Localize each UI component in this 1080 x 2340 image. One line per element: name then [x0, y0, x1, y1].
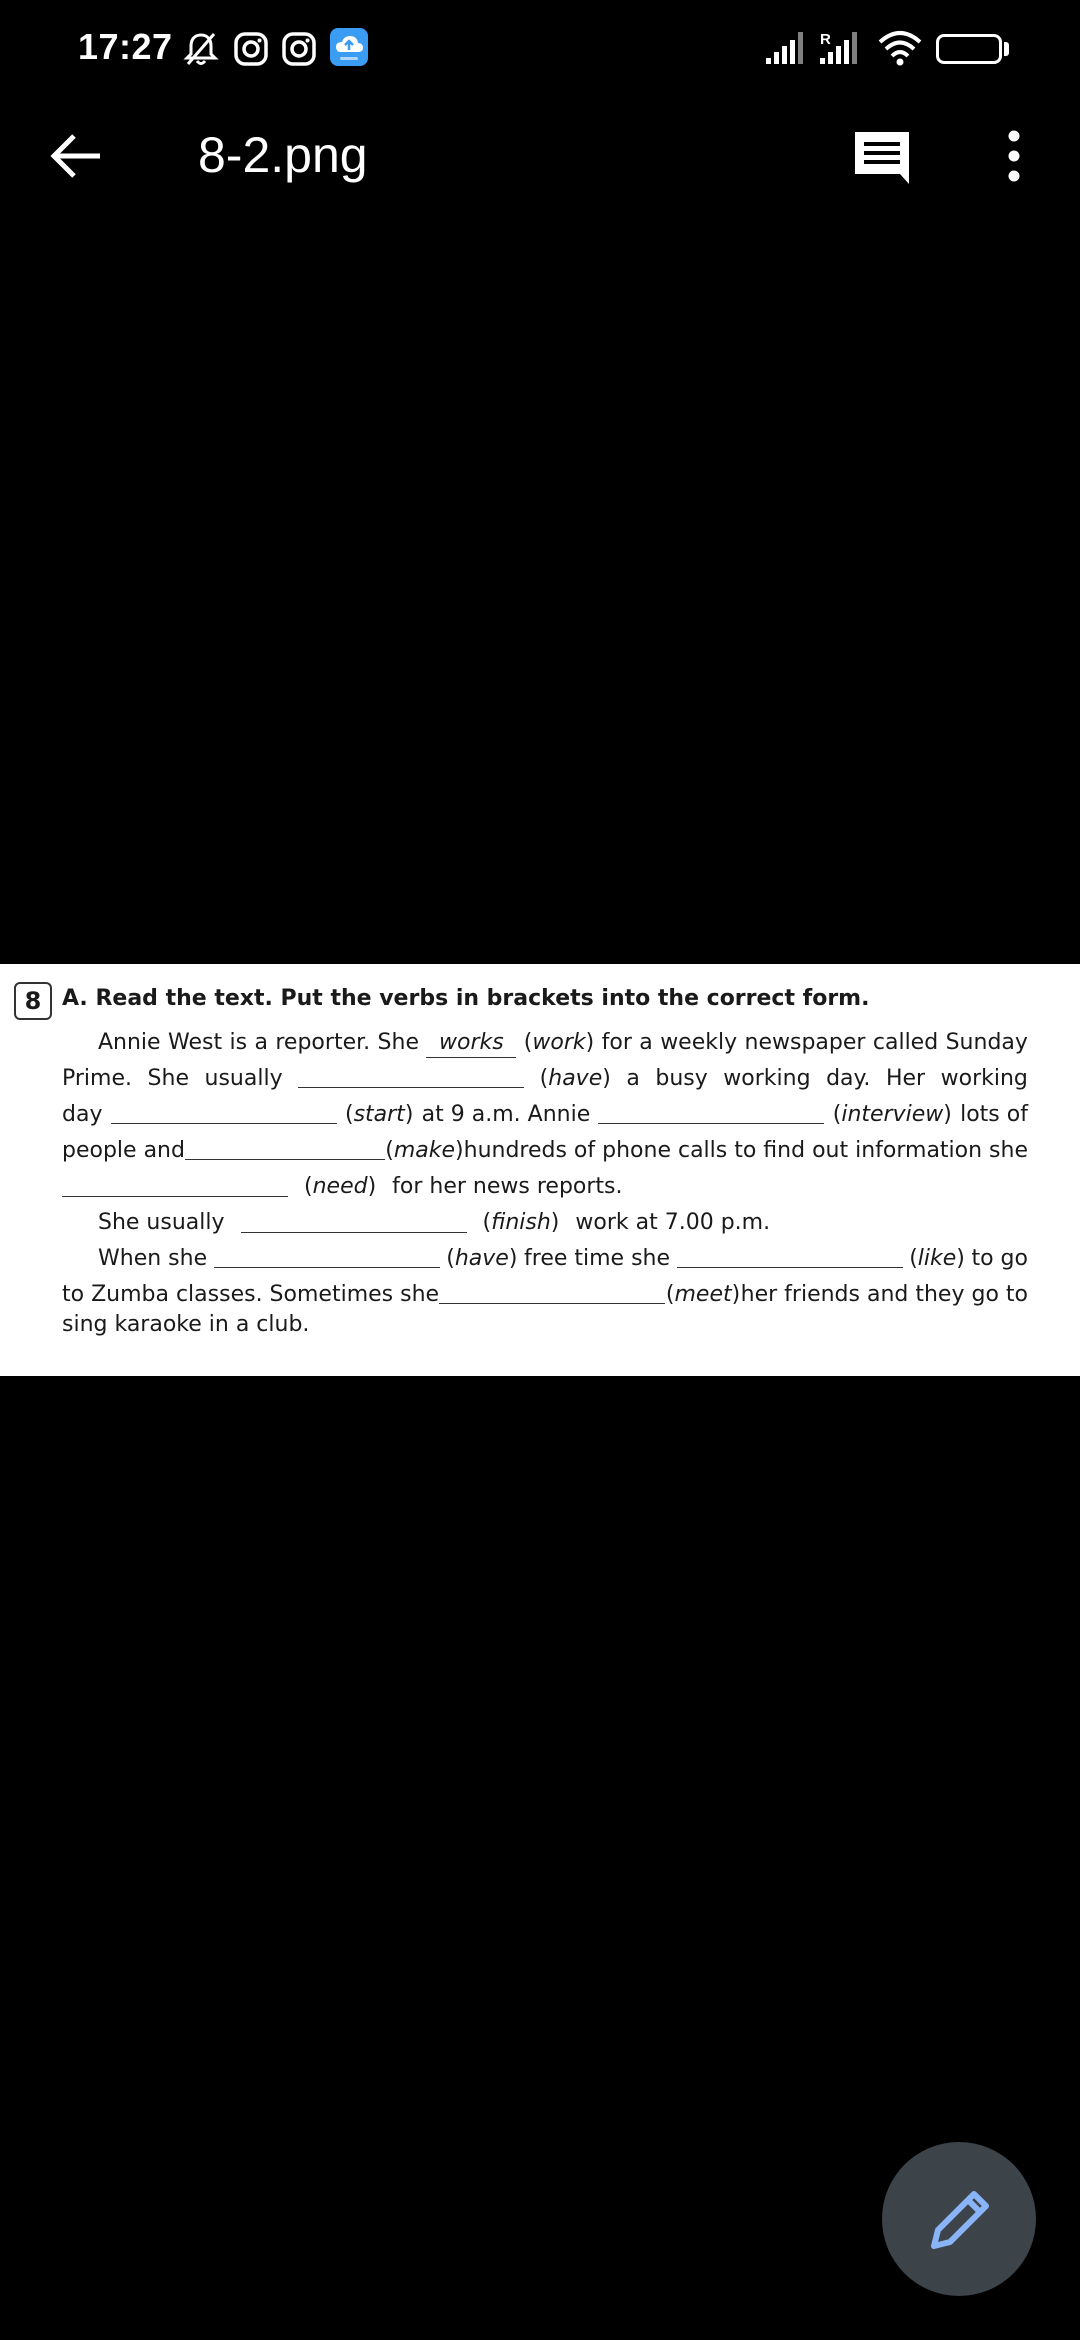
signal-icon	[764, 30, 808, 66]
text-line-5	[62, 1172, 1028, 1202]
verb-hint: (make)	[385, 1138, 464, 1163]
text-word: people and	[62, 1138, 185, 1163]
battery-nub	[1004, 42, 1009, 56]
pencil-icon	[882, 2142, 1036, 2296]
text-word: reporter.	[275, 1030, 371, 1055]
text-line-3	[62, 1100, 1028, 1130]
verb-hint: (finish)	[482, 1210, 560, 1235]
text-line-4	[62, 1136, 1028, 1166]
status-time: 17:27	[78, 26, 173, 67]
text-word: free time she	[524, 1246, 671, 1271]
verb-hint: (interview)	[832, 1102, 952, 1127]
text-word: hundreds of phone calls to find out information she	[463, 1138, 1028, 1163]
text-word: working	[723, 1066, 811, 1091]
answer-blank	[439, 1280, 665, 1304]
status-bar	[0, 0, 1080, 100]
app-bar	[0, 100, 1080, 210]
text-word: working	[940, 1066, 1028, 1091]
battery-icon	[936, 34, 1002, 64]
edit-button[interactable]	[882, 2142, 1036, 2296]
file-title: 8-2.png	[198, 127, 368, 183]
more-button[interactable]	[978, 120, 1050, 192]
text-line-6	[62, 1208, 1028, 1238]
comment-button[interactable]	[846, 120, 918, 192]
text-word: usually	[204, 1066, 283, 1091]
text-word: Her	[885, 1066, 926, 1091]
text-word: When she	[98, 1246, 208, 1271]
text-word: sing karaoke in a club.	[62, 1312, 310, 1337]
text-word: busy	[655, 1066, 708, 1091]
text-word: to Zumba classes. Sometimes she	[62, 1282, 440, 1307]
instagram-icon	[232, 30, 270, 68]
text-line-7	[62, 1244, 1028, 1274]
instagram-icon	[280, 30, 318, 68]
verb-hint: (need)	[304, 1174, 377, 1199]
text-word: lots of	[960, 1102, 1028, 1127]
text-word: her friends and they go to	[740, 1282, 1028, 1307]
text-word: at 9 a.m. Annie	[421, 1102, 591, 1127]
answer-blank	[298, 1064, 524, 1088]
text-line-9	[62, 1310, 1028, 1340]
answer-blank	[62, 1173, 288, 1197]
verb-hint: (start)	[344, 1102, 414, 1127]
wifi-icon	[876, 28, 924, 68]
text-word: Prime.	[62, 1066, 132, 1091]
text-word: a	[254, 1030, 268, 1055]
answer-blank	[214, 1244, 440, 1268]
verb-hint: (have)	[539, 1066, 611, 1091]
battery-level: 59	[956, 36, 982, 61]
back-button[interactable]	[40, 120, 112, 192]
verb-hint: (have)	[446, 1246, 518, 1271]
verb-hint: (like)	[909, 1246, 965, 1271]
cloud-app-icon	[330, 28, 368, 66]
answer-blank	[185, 1136, 385, 1160]
text-word: Annie	[98, 1030, 161, 1055]
text-word: work at 7.00 p.m.	[575, 1210, 771, 1235]
verb-hint: (work)	[523, 1030, 595, 1055]
text-word: a	[639, 1030, 653, 1055]
answer-filled: works	[426, 1028, 516, 1058]
text-word: called	[872, 1030, 939, 1055]
text-word: Sunday	[945, 1030, 1028, 1055]
text-word: day.	[826, 1066, 871, 1091]
text-word: weekly	[660, 1030, 738, 1055]
answer-blank	[111, 1100, 337, 1124]
answer-blank	[241, 1209, 467, 1233]
answer-blank	[598, 1100, 824, 1124]
text-word: She	[377, 1030, 419, 1055]
text-line-2	[62, 1064, 1028, 1094]
text-word: for	[601, 1030, 632, 1055]
text-word: is	[229, 1030, 248, 1055]
verb-hint: (meet)	[665, 1282, 741, 1307]
text-line-1	[62, 1028, 1028, 1058]
image-viewer[interactable]	[0, 964, 1080, 1376]
text-word: to go	[971, 1246, 1028, 1271]
text-word: She	[147, 1066, 189, 1091]
exercise-heading: A. Read the text. Put the verbs in brackets into the correct form.	[62, 986, 870, 1011]
text-word: day	[62, 1102, 103, 1127]
bell-muted-icon	[182, 30, 220, 68]
signal-roaming-icon	[818, 30, 862, 66]
comment-icon	[846, 120, 918, 192]
text-word: newspaper	[744, 1030, 866, 1055]
text-line-8	[62, 1280, 1028, 1310]
text-word: West	[168, 1030, 223, 1055]
answer-blank	[677, 1244, 903, 1268]
text-word: a	[626, 1066, 640, 1091]
arrow-left-icon	[40, 120, 112, 192]
roaming-label: R	[820, 31, 831, 48]
text-word: for her news reports.	[392, 1174, 623, 1199]
more-vertical-icon	[978, 120, 1050, 192]
exercise-number: 8	[14, 982, 52, 1020]
text-word: She usually	[98, 1210, 225, 1235]
